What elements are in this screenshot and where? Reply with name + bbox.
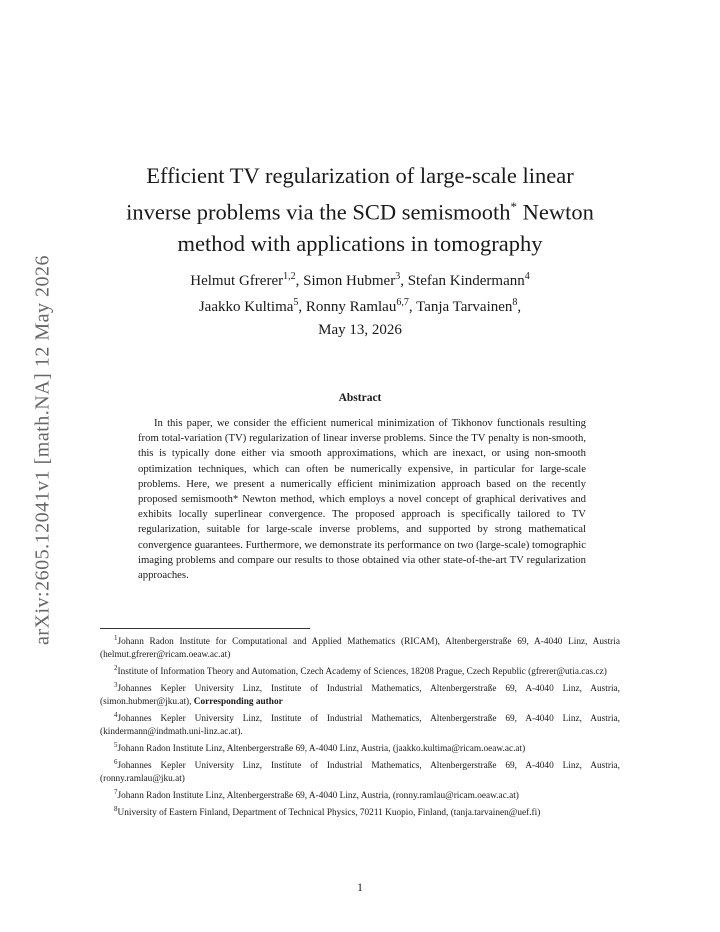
arxiv-identifier-text: arXiv:2605.12041v1 [math.NA] 12 May 2026	[31, 255, 54, 645]
footnote-text: Johann Radon Institute for Computational and Applied Mathematics (RICAM), Altenbergerstraße 69, A-4040 Linz, Austria (helmut.gfrerer@ricam.oeaw.ac.at)	[100, 637, 620, 660]
author-name: Jaakko Kultima	[198, 299, 294, 315]
footnote-marker: 6	[114, 757, 118, 766]
footnote	[100, 632, 620, 662]
author-affiliation: 5	[293, 297, 299, 308]
footnote-marker: 7	[114, 787, 118, 796]
author-name: Tanja Tarvainen	[416, 299, 513, 315]
title-line-3: method with applications in tomography	[177, 230, 543, 256]
footnote-text: Johannes Kepler University Linz, Institute of Industrial Mathematics, Altenbergerstraße 69, A-4040 Linz, Austria, (simon.hubmer@jku.at),	[100, 684, 620, 707]
author-name: Simon Hubmer	[303, 273, 396, 289]
author-name: Stefan Kindermann	[407, 273, 525, 289]
author-affiliation: 3	[395, 271, 401, 282]
footnote-text: University of Eastern Finland, Department of Technical Physics, 70211 Kuopio, Finland, (tanja.tarvainen@uef.fi)	[117, 807, 541, 818]
author-affiliation: 8	[512, 297, 518, 308]
author-separator: ,	[298, 299, 306, 315]
footnote	[100, 709, 620, 739]
footnote-text: Institute of Information Theory and Automation, Czech Academy of Sciences, 18208 Prague, Czech Republic (gfrerer@utia.cas.cz)	[117, 667, 607, 677]
abstract-heading: Abstract	[338, 392, 382, 404]
author-affiliation: 1,2	[283, 271, 296, 282]
footnote-text: Johann Radon Institute Linz, Altenbergerstraße 69, A-4040 Linz, Austria, (jaakko.kultima@ricam.oeaw.ac.at)	[117, 743, 526, 754]
author-name: Ronny Ramlau	[305, 299, 397, 315]
footnote-rule	[100, 628, 310, 629]
author-line-2	[80, 292, 640, 318]
author-separator: ,	[517, 299, 522, 315]
footnote-marker: 5	[114, 740, 118, 749]
page-number: 1	[357, 882, 363, 894]
footnote-marker: 4	[114, 710, 118, 719]
author-line-1	[80, 266, 640, 292]
footnote	[100, 786, 620, 803]
author-name: Helmut Gfrerer	[190, 273, 284, 289]
footnote-marker: 2	[114, 663, 118, 672]
abstract-text: In this paper, we consider the efficient numerical minimization of Tikhonov functionals resulting from total-variation (TV) regularization of linear inverse problems. Since the TV penalty is non-smooth, this is typically done either via smooth approximations, which are inexact, or using non-smooth optimization techniques, which can often be numerically expensive, in particular for large-scale problems. Here, we present a numerically efficient minimization approach based on the recently proposed semismooth* Newton method, which employs a novel concept of graphical derivatives and exhibits locally superlinear convergence. The proposed approach is specifically tailored to TV regularization, suitable for large-scale inverse problems, and supported by strong mathematical convergence guarantees. Furthermore, we demonstrate its performance on two (large-scale) tomographic imaging problems and compare our results to those obtained via other state-of-the-art TV regularization approaches.	[138, 417, 586, 582]
footnotes	[100, 632, 620, 820]
author-affiliation: 4	[524, 271, 530, 282]
footnote-text: Johannes Kepler University Linz, Institute of Industrial Mathematics, Altenbergerstraße 69, A-4040 Linz, Austria, (ronny.ramlau@jku.at)	[100, 760, 620, 784]
arxiv-identifier	[28, 240, 58, 660]
title-star: *	[510, 199, 517, 214]
footnote-text: Johannes Kepler University Linz, Institute of Industrial Mathematics, Altenbergerstraße 69, A-4040 Linz, Austria, (kindermann@indmath.uni-linz.ac.at).	[100, 713, 620, 737]
footnote-marker: 1	[114, 634, 118, 642]
paper-title	[80, 160, 640, 259]
author-separator: ,	[400, 273, 408, 289]
title-line-2-end: Newton	[516, 199, 594, 225]
footnote-marker: 8	[114, 804, 118, 813]
footnote	[100, 679, 620, 709]
title-line-1: Efficient TV regularization of large-scale linear	[146, 163, 574, 188]
footnote	[100, 662, 620, 679]
title-line-2: inverse problems via the SCD semismooth	[126, 199, 511, 225]
footnote	[100, 803, 620, 820]
footnote	[100, 739, 620, 756]
author-separator: ,	[408, 299, 417, 315]
author-affiliation: 6,7	[396, 297, 409, 308]
footnote-text: Johann Radon Institute Linz, Altenbergerstraße 69, A-4040 Linz, Austria, (ronny.ramlau@ricam.oeaw.ac.at)	[117, 790, 519, 801]
corresponding-author-label: Corresponding author	[193, 696, 283, 707]
footnote-marker: 3	[114, 680, 118, 689]
author-separator: ,	[295, 273, 304, 289]
publication-date: May 13, 2026	[318, 322, 402, 338]
footnote	[100, 756, 620, 786]
author-list	[80, 266, 640, 318]
